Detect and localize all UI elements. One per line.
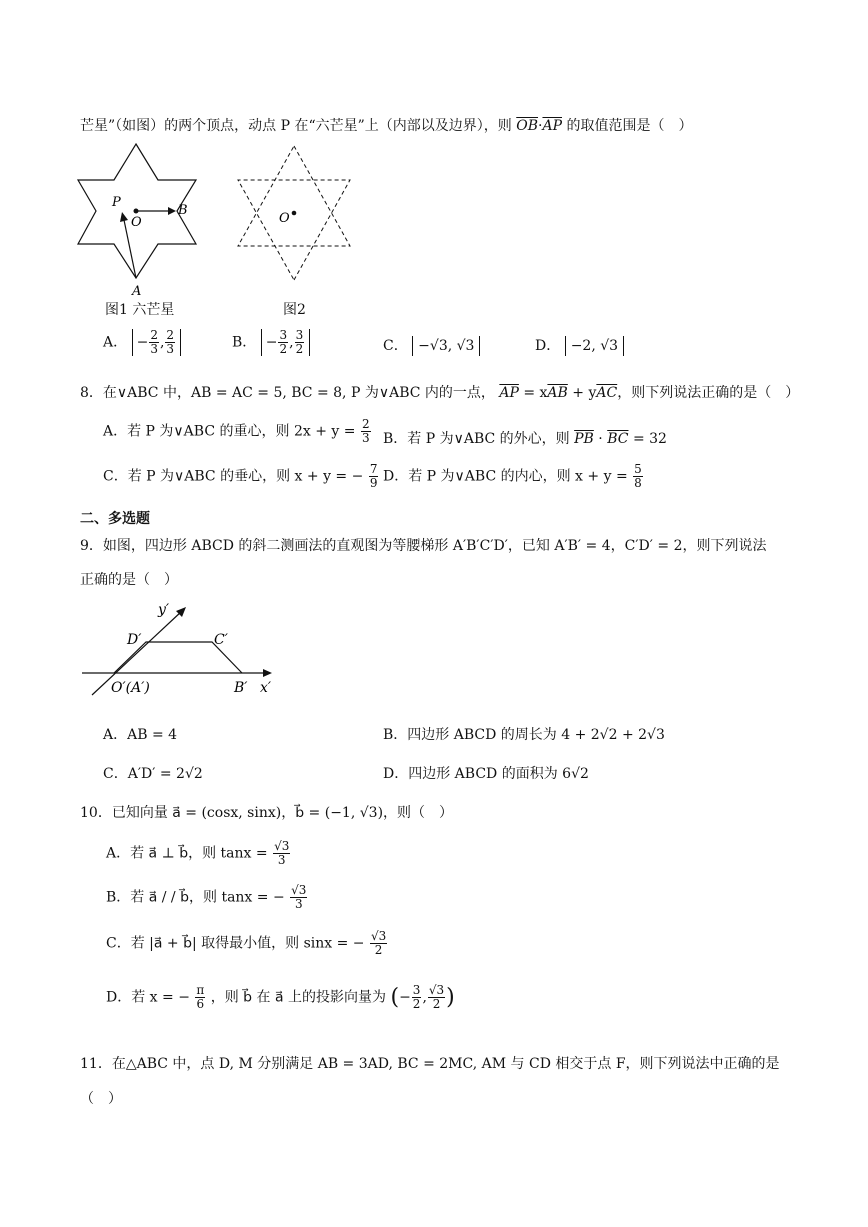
label-d-prime: D′ [127, 632, 142, 648]
q9-option-b: B．四边形 ABCD 的周长为 4 + 2√2 + 2√3 [383, 727, 665, 743]
label-c-prime: C′ [214, 632, 228, 648]
label-b: B [178, 203, 188, 218]
label-p: P [112, 195, 121, 210]
label-o2: O [279, 211, 290, 226]
q9-option-d: D．四边形 ABCD 的面积为 6√2 [383, 766, 589, 782]
q7-option-c: C． −√3, √3 [383, 335, 480, 356]
x-axis-arrowhead [263, 669, 272, 677]
q8-option-c: C．若 P 为∨ABC 的垂心，则 x + y = − $\frac{7}{9}$ [103, 462, 378, 490]
label-y-prime: y′ [158, 602, 170, 618]
q9-figure [78, 597, 278, 702]
q7-fig1-caption: 图1 六芒星 [105, 302, 175, 318]
q9-stem-line2: 正确的是（ ） [80, 572, 178, 588]
label-b-prime: B′ [234, 680, 248, 696]
q11-stem-line2: （ ） [80, 1091, 122, 1107]
label-o: O [131, 215, 142, 230]
q8-option-b: B．若 P 为∨ABC 的外心，则 $\overline{PB} \cdot \overline{BC} = 32$ [383, 431, 667, 447]
vector-ob-arrowhead [168, 207, 176, 215]
q7-option-a: A． − $\frac{2}{3}$ , $\frac{2}{3}$ [103, 329, 181, 356]
label-a: A [132, 284, 142, 299]
q7-figure-1 [76, 140, 206, 300]
q9-option-c: C．A′D′ = 2√2 [103, 766, 203, 782]
q7-fig2-caption: 图2 [283, 302, 306, 318]
label-x-prime: x′ [260, 680, 272, 696]
q7-figure-2 [232, 142, 357, 282]
q8-stem: 8．在∨ABC 中，AB = AC = 5, BC = 8, P 为∨ABC 内的一点， $\overline{AP} = x\overline{AB} + y\overline{AC}$，则下列说法正确的是（ ） [80, 385, 800, 401]
q7-stem [80, 115, 692, 135]
downward-triangle-dashed [238, 180, 350, 280]
q10-stem: 10．已知向量 a⃗ = (cosx, sinx)，b⃗ = (−1, √3)，则（ ） [80, 805, 454, 821]
q9-option-a: A．AB = 4 [103, 727, 178, 743]
label-o-a-prime: O′(A′) [111, 680, 150, 696]
q8-option-a: A．若 P 为∨ABC 的重心，则 2x + y = $\frac{2}{3}$ [103, 417, 370, 445]
q10-option-b: B．若 a⃗ / / b⃗，则 tanx = − $\frac{√3}{3}$ [106, 883, 307, 911]
q10-option-d: D．若 x = − $\frac{\pi}{6}$ ，则 b⃗ 在 a⃗ 上的投影向量为 (− $\frac{3}{2}$ , $\frac{√3}{2}$ ) [106, 983, 455, 1011]
q9-stem-line1: 9．如图，四边形 ABCD 的斜二测画法的直观图为等腰梯形 A′B′C′D′，已知 A′B′ = 4，C′D′ = 2，则下列说法 [80, 538, 767, 554]
q7-option-d: D． −2, √3 [535, 335, 624, 356]
q10-option-c: C．若 |a⃗ + b⃗| 取得最小值，则 sinx = − $\frac{√3}{2}$ [106, 929, 387, 957]
q7-option-b: B． − $\frac{3}{2}$ , $\frac{3}{2}$ [232, 329, 310, 356]
section-heading: 二、多选题 [80, 511, 150, 527]
q7-vector-ob: $\overline{OB}$ [516, 118, 539, 134]
vector-ap-arrowhead [120, 212, 128, 222]
q11-stem-line1: 11．在△ABC 中，点 D, M 分别满足 AB = 3AD, BC = 2MC, AM 与 CD 相交于点 F，则下列说法中正确的是 [80, 1056, 780, 1072]
q7-dot: · [538, 118, 543, 134]
upward-triangle-dashed [238, 146, 350, 246]
q7-stem-end: 的取值范围是（ ） [566, 118, 693, 134]
q8-option-d: D．若 P 为∨ABC 的内心，则 x + y = $\frac{5}{8}$ [383, 462, 642, 490]
q7-vector-ap: $\overline{AP}$ [542, 118, 562, 134]
q7-stem-text: 芒星”（如图）的两个顶点，动点 P 在“六芒星”上（内部以及边界），则 [80, 118, 512, 134]
q10-option-a: A．若 a⃗ ⊥ b⃗，则 tanx = $\frac{√3}{3}$ [106, 839, 290, 867]
point-o2-dot [292, 211, 297, 216]
